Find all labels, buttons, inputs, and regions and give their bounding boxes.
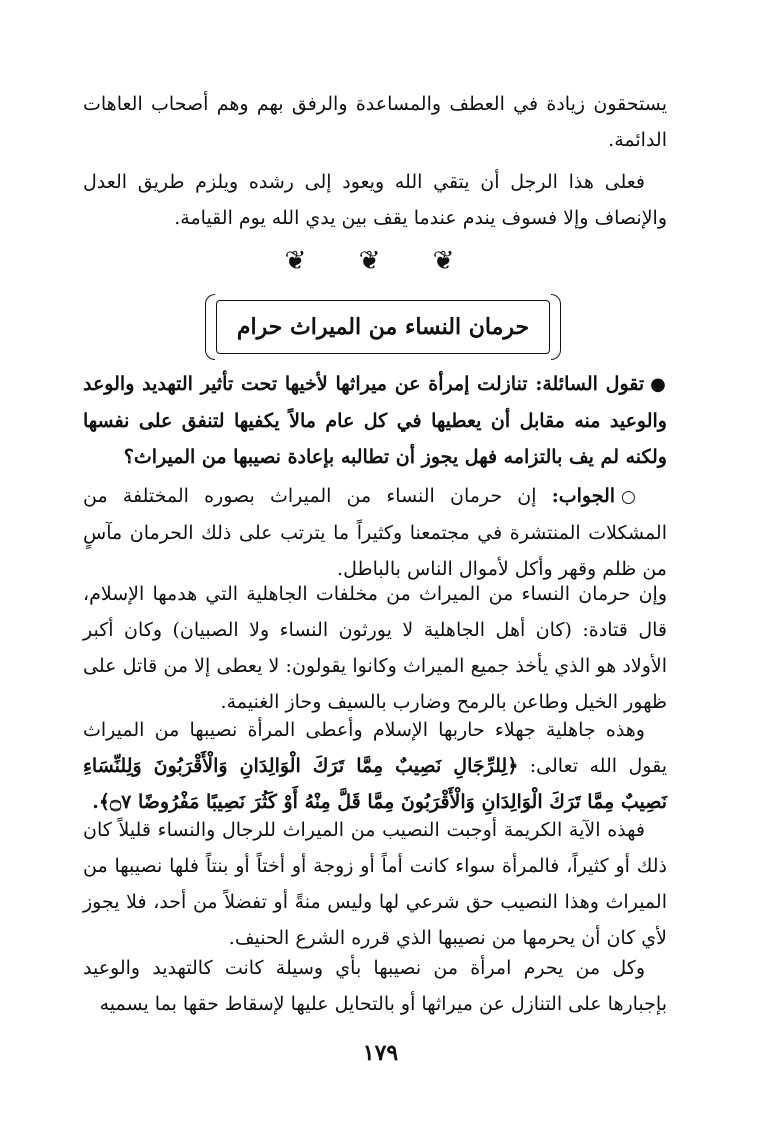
paragraph-1: يستحقون زيادة في العطف والمساعدة والرفق بهم وهم أصحاب العاهات الدائمة. <box>83 93 667 151</box>
paragraph-5: فهذه الآية الكريمة أوجبت النصيب من الميراث للرجال والنساء قليلاً كان ذلك أو كثيراً، فالمرأة سواء كانت أماً أو زوجة أو أختاً أو بنتاً فلها نصيبها من الميراث وهذا النصيب حق شرعي لها وليس منةً أو تفضلاً من أحد، فلا يجوز لأي كان أن يحرمها من نصيبها الذي قرره الشرع الحنيف. <box>83 819 667 949</box>
paragraph-6: وكل من يحرم امرأة من نصيبها بأي وسيلة كانت كالتهديد والوعيد بإجبارها على التنازل عن ميراثها أو بالتحايل عليها لإسقاط حقها بما يسميه <box>83 957 667 1015</box>
section-divider-ornaments: ❦ ❦ ❦ <box>284 246 477 276</box>
question-paragraph <box>83 366 667 475</box>
section-title-frame <box>216 300 550 354</box>
circle-marker-icon: ○ <box>621 487 646 507</box>
bullet-icon: ● <box>650 374 667 395</box>
paragraph-4-intro: وهذه جاهلية جهلاء حاربها الإسلام وأعطى المرأة نصيبها من الميراث يقول الله تعالى: <box>83 719 667 777</box>
paragraph-4 <box>83 712 667 820</box>
answer-paragraph <box>83 478 667 587</box>
paragraph-3: وإن حرمان النساء من الميراث من مخلفات الجاهلية التي هدمها الإسلام، قال قتادة: (كان أهل الجاهلية لا يورثون النساء ولا الصبيان) وكان أكبر الأولاد هو الذي يأخذ جميع الميراث وكانوا يقولون: لا يعطى إلا من قاتل على ظهور الخيل وطاعن بالرمح وضارب بالسيف وحاز الغنيمة. <box>83 583 667 713</box>
page-number: ١٧٩ <box>362 1040 399 1066</box>
answer-text: إن حرمان النساء من الميراث بصوره المختلفة من المشكلات المنتشرة في مجتمعنا وكثيراً ما يترتب على ذلك الحرمان مآسٍ من ظلم وقهر وأكل لأموال الناس بالباطل. <box>83 485 667 580</box>
question-text: تقول السائلة: تنازلت إمرأة عن ميراثها لأخيها تحت تأثير التهديد والوعد والوعيد منه مقابل أن يعطيها في كل عام مالاً يكفيها لتنفق على نفسها ولكنه لم يف بالتزامه فهل يجوز أن تطالبه بإعادة نصيبها من الميراث؟ <box>83 373 667 468</box>
section-title: حرمان النساء من الميراث حرام <box>236 314 530 340</box>
answer-label: الجواب: <box>551 485 616 507</box>
quran-verse: ﴿لِلرِّجَالِ نَصِيبٌ مِمَّا تَرَكَ الْوَالِدَانِ وَالْأَقْرَبُونَ وَلِلنِّسَاءِ نَصِيبٌ مِمَّا تَرَكَ الْوَالِدَانِ وَالْأَقْرَبُونَ مِمَّا قَلَّ مِنْهُ أَوْ كَثُرَ نَصِيبًا مَفْرُوضًا ۝٧﴾. <box>83 755 667 813</box>
paragraph-2: فعلى هذا الرجل أن يتقي الله ويعود إلى رشده ويلزم طريق العدل والإنصاف وإلا فسوف يندم عندما يقف بين يدي الله يوم القيامة. <box>83 171 667 229</box>
